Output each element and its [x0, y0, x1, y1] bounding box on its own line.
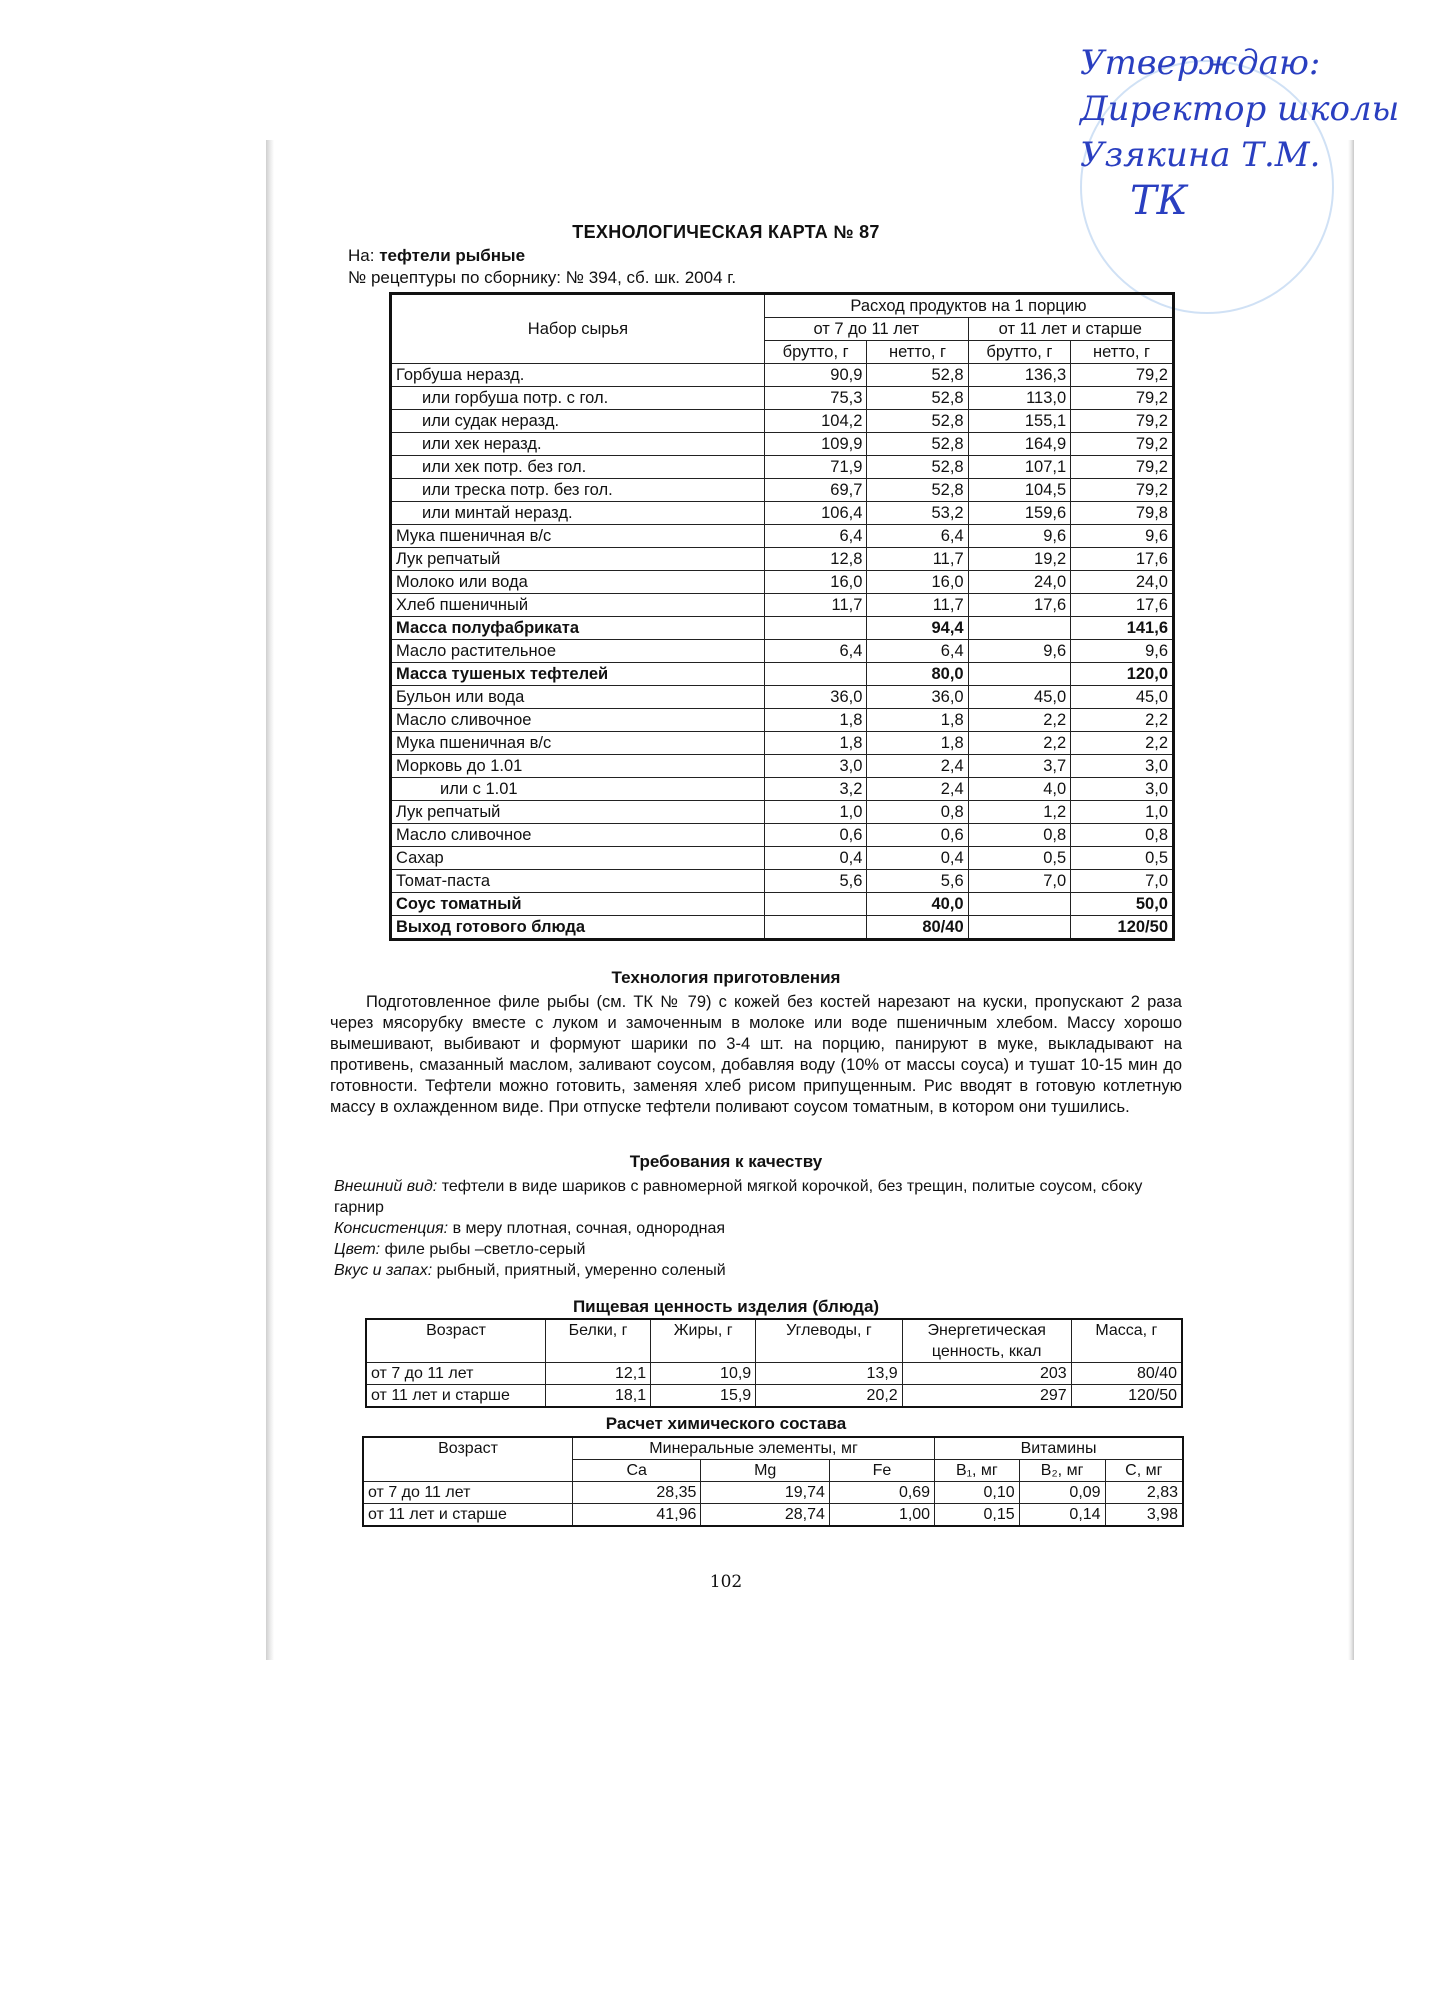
chemical-age: от 7 до 11 лет	[363, 1482, 573, 1504]
ingredient-n1: 53,2	[867, 502, 968, 525]
net-header-1: нетто, г	[867, 341, 968, 364]
ingredient-b1: 11,7	[764, 594, 867, 617]
quality-title: Требования к качеству	[629, 1152, 823, 1171]
ingredient-n2: 50,0	[1071, 893, 1174, 916]
ingredient-b2: 19,2	[968, 548, 1071, 571]
color-label: Цвет:	[334, 1241, 381, 1258]
ingredient-b1	[764, 663, 867, 686]
approval-handwriting	[1080, 40, 1420, 250]
ingredient-b2: 107,1	[968, 456, 1071, 479]
ingredient-row	[391, 571, 1174, 594]
chemical-value: 0,69	[829, 1482, 934, 1504]
ingredient-b2: 136,3	[968, 364, 1071, 387]
ingredient-name: Морковь до 1.01	[391, 755, 765, 778]
taste-label: Вкус и запах:	[334, 1262, 433, 1279]
ingredient-row	[391, 801, 1174, 824]
nutrition-title: Пищевая ценность изделия (блюда)	[572, 1297, 880, 1316]
ingredient-b1	[764, 893, 867, 916]
ingredient-n2: 120/50	[1071, 916, 1174, 940]
chem-vitamins-header: Витамины	[935, 1437, 1183, 1460]
ingredient-n1: 80/40	[867, 916, 968, 940]
nutrition-value: 20,2	[756, 1385, 903, 1408]
ingredient-b1: 6,4	[764, 640, 867, 663]
ingredient-b1	[764, 617, 867, 640]
ingredient-b2: 159,6	[968, 502, 1071, 525]
ingredient-n2: 2,2	[1071, 732, 1174, 755]
ingredient-row	[391, 640, 1174, 663]
ingredient-b1: 3,2	[764, 778, 867, 801]
quality-appearance	[334, 1176, 1184, 1218]
chemical-value: 0,14	[1019, 1504, 1105, 1527]
ingredient-b1: 75,3	[764, 387, 867, 410]
ingredient-n2: 3,0	[1071, 755, 1174, 778]
chem-sub-header: B₁, мг	[935, 1460, 1020, 1482]
ingredient-n2: 79,2	[1071, 433, 1174, 456]
ingredient-name: или треска потр. без гол.	[391, 479, 765, 502]
nut-header: Углеводы, г	[756, 1319, 903, 1363]
recipe-reference: № рецептуры по сборнику: № 394, сб. шк. 2004 г.	[348, 268, 737, 287]
nutrition-row	[366, 1385, 1182, 1408]
chem-sub-header: Fe	[829, 1460, 934, 1482]
ingredient-b2: 24,0	[968, 571, 1071, 594]
ingredient-row	[391, 617, 1174, 640]
ingredient-name: или горбуша потр. с гол.	[391, 387, 765, 410]
ingredients-table	[389, 292, 1175, 941]
col-ingredient-header: Набор сырья	[391, 294, 765, 364]
nutrition-value: 13,9	[756, 1363, 903, 1385]
chemical-value: 0,15	[935, 1504, 1020, 1527]
chemical-value: 0,10	[935, 1482, 1020, 1504]
chemical-value: 3,98	[1105, 1504, 1183, 1527]
ingredient-b2: 7,0	[968, 870, 1071, 893]
ingredient-n2: 0,8	[1071, 824, 1174, 847]
ingredient-row	[391, 686, 1174, 709]
ingredient-name: Масло сливочное	[391, 709, 765, 732]
ingredient-name: Сахар	[391, 847, 765, 870]
approval-line-2: Директор школы	[1080, 89, 1400, 129]
ingredient-n1: 2,4	[867, 755, 968, 778]
ingredient-row	[391, 548, 1174, 571]
ingredient-name: или хек потр. без гол.	[391, 456, 765, 479]
ingredient-n2: 120,0	[1071, 663, 1174, 686]
consistency-text: в меру плотная, сочная, однородная	[452, 1220, 726, 1237]
nutrition-table	[365, 1318, 1183, 1408]
ingredient-n1: 0,8	[867, 801, 968, 824]
color-text: филе рыбы –светло-серый	[384, 1241, 586, 1258]
ingredient-n2: 79,2	[1071, 479, 1174, 502]
ingredient-name: Масло сливочное	[391, 824, 765, 847]
ingredient-row	[391, 870, 1174, 893]
ingredient-b1: 104,2	[764, 410, 867, 433]
quality-color	[334, 1239, 1184, 1260]
nutrition-value: 10,9	[651, 1363, 756, 1385]
ingredient-b1: 5,6	[764, 870, 867, 893]
ingredient-b2: 17,6	[968, 594, 1071, 617]
ingredient-n2: 45,0	[1071, 686, 1174, 709]
ingredient-name: Выход готового блюда	[391, 916, 765, 940]
chemical-value: 19,74	[701, 1482, 829, 1504]
ingredient-name: Мука пшеничная в/с	[391, 732, 765, 755]
ingredient-b1: 1,8	[764, 732, 867, 755]
nutrition-value: 120/50	[1071, 1385, 1182, 1408]
ingredient-name: Соус томатный	[391, 893, 765, 916]
ingredient-n1: 2,4	[867, 778, 968, 801]
ingredient-n2: 79,2	[1071, 364, 1174, 387]
ingredient-row	[391, 755, 1174, 778]
nutrition-value: 80/40	[1071, 1363, 1182, 1385]
nut-header: Белки, г	[546, 1319, 651, 1363]
ingredient-name: Масса полуфабриката	[391, 617, 765, 640]
ingredient-n1: 40,0	[867, 893, 968, 916]
ingredient-b2: 2,2	[968, 732, 1071, 755]
approval-signature: ТК	[1130, 178, 1188, 224]
nutrition-age: от 11 лет и старше	[366, 1385, 546, 1408]
technology-title: Технология приготовления	[611, 968, 841, 987]
chem-sub-header: Ca	[573, 1460, 701, 1482]
quality-consistency	[334, 1218, 1184, 1239]
ingredient-row	[391, 502, 1174, 525]
ingredient-n1: 94,4	[867, 617, 968, 640]
ingredient-b2: 9,6	[968, 640, 1071, 663]
chemical-value: 41,96	[573, 1504, 701, 1527]
ingredient-b2: 4,0	[968, 778, 1071, 801]
ingredient-b2	[968, 893, 1071, 916]
ingredient-n1: 11,7	[867, 594, 968, 617]
ingredient-row	[391, 456, 1174, 479]
ingredient-name: Хлеб пшеничный	[391, 594, 765, 617]
ingredient-b2	[968, 916, 1071, 940]
ingredient-n1: 80,0	[867, 663, 968, 686]
nutrition-value: 15,9	[651, 1385, 756, 1408]
ingredient-name: или судак неразд.	[391, 410, 765, 433]
page-number: 102	[709, 1572, 743, 1592]
quality-taste	[334, 1260, 1184, 1281]
ingredient-n2: 17,6	[1071, 548, 1174, 571]
ingredient-b1: 71,9	[764, 456, 867, 479]
ingredient-n2: 79,2	[1071, 456, 1174, 479]
gross-header-1: брутто, г	[764, 341, 867, 364]
ingredient-b2: 104,5	[968, 479, 1071, 502]
ingredient-b1: 36,0	[764, 686, 867, 709]
chemical-value: 2,83	[1105, 1482, 1183, 1504]
nutrition-value: 297	[902, 1385, 1071, 1408]
chem-minerals-header: Минеральные элементы, мг	[573, 1437, 935, 1460]
ingredient-row	[391, 433, 1174, 456]
ingredient-n1: 0,4	[867, 847, 968, 870]
chemical-value: 1,00	[829, 1504, 934, 1527]
ingredient-n2: 0,5	[1071, 847, 1174, 870]
page-title: ТЕХНОЛОГИЧЕСКАЯ КАРТА № 87	[572, 222, 880, 242]
nut-header: Энергетическая ценность, ккал	[902, 1319, 1071, 1363]
ingredient-b1: 1,0	[764, 801, 867, 824]
ingredient-n1: 16,0	[867, 571, 968, 594]
ingredient-b1	[764, 916, 867, 940]
dish-line	[348, 246, 525, 266]
chemical-value: 28,74	[701, 1504, 829, 1527]
ingredient-n2: 7,0	[1071, 870, 1174, 893]
ingredient-b2	[968, 663, 1071, 686]
appearance-label: Внешний вид:	[334, 1178, 438, 1195]
col-consumption-header: Расход продуктов на 1 порцию	[764, 294, 1173, 318]
ingredient-row	[391, 824, 1174, 847]
chemical-table	[362, 1436, 1184, 1527]
chemical-row	[363, 1482, 1183, 1504]
ingredient-b1: 0,6	[764, 824, 867, 847]
ingredient-row	[391, 410, 1174, 433]
ingredient-b2: 9,6	[968, 525, 1071, 548]
ingredient-b1: 6,4	[764, 525, 867, 548]
ingredient-b1: 69,7	[764, 479, 867, 502]
ingredient-b1: 90,9	[764, 364, 867, 387]
net-header-2: нетто, г	[1071, 341, 1174, 364]
chem-sub-header: C, мг	[1105, 1460, 1183, 1482]
ingredient-name: или с 1.01	[391, 778, 765, 801]
approval-line-3: Узякина Т.М.	[1080, 135, 1321, 175]
ingredient-name: Лук репчатый	[391, 548, 765, 571]
nutrition-value: 18,1	[546, 1385, 651, 1408]
ingredient-n1: 52,8	[867, 456, 968, 479]
ingredient-n1: 1,8	[867, 709, 968, 732]
ingredient-n2: 79,2	[1071, 387, 1174, 410]
ingredient-n1: 52,8	[867, 410, 968, 433]
ingredient-n1: 52,8	[867, 433, 968, 456]
ingredient-n1: 11,7	[867, 548, 968, 571]
ingredient-n2: 3,0	[1071, 778, 1174, 801]
chemical-value: 28,35	[573, 1482, 701, 1504]
nutrition-value: 203	[902, 1363, 1071, 1385]
ingredient-row	[391, 709, 1174, 732]
ingredient-b1: 109,9	[764, 433, 867, 456]
ingredient-row	[391, 525, 1174, 548]
ingredient-n1: 52,8	[867, 387, 968, 410]
ingredient-b2: 155,1	[968, 410, 1071, 433]
technology-paragraph: Подготовленное филе рыбы (см. ТК № 79) с кожей без костей нарезают на куски, пропускают 2 раза через мясорубку вместе с луком и замоченным в молоке или воде пшеничным хлебом. Массу хорошо вымешивают, выбивают и формуют шарики по 3-4 шт. на порцию, панируют в муке, выкладывают на противень, смазанный маслом, заливают соусом, добавляя воду (10% от массы соуса) и тушат 10-15 мин до готовности. Тефтели можно готовить, заменяя хлеб рисом припущенным. Рис вводят в готовую котлетную массу в охлажденном виде. При отпуске тефтели поливают соусом томатным, в котором они тушились.	[330, 993, 1182, 1116]
ingredient-row	[391, 663, 1174, 686]
age-group-1-header: от 7 до 11 лет	[764, 318, 968, 341]
ingredient-row	[391, 594, 1174, 617]
ingredient-b1: 16,0	[764, 571, 867, 594]
ingredient-n1: 5,6	[867, 870, 968, 893]
ingredient-n2: 1,0	[1071, 801, 1174, 824]
ingredient-name: Томат-паста	[391, 870, 765, 893]
ingredient-row	[391, 916, 1174, 940]
chem-age-header: Возраст	[363, 1437, 573, 1482]
nut-header: Жиры, г	[651, 1319, 756, 1363]
ingredient-row	[391, 732, 1174, 755]
ingredient-name: или минтай неразд.	[391, 502, 765, 525]
ingredient-b2: 0,8	[968, 824, 1071, 847]
ingredient-b2: 1,2	[968, 801, 1071, 824]
chem-sub-header: B₂, мг	[1019, 1460, 1105, 1482]
ingredient-b2: 0,5	[968, 847, 1071, 870]
nut-header: Возраст	[366, 1319, 546, 1363]
ingredient-b1: 106,4	[764, 502, 867, 525]
ingredient-n2: 9,6	[1071, 525, 1174, 548]
ingredient-b2	[968, 617, 1071, 640]
ingredient-row	[391, 364, 1174, 387]
ingredient-row	[391, 847, 1174, 870]
nutrition-row	[366, 1363, 1182, 1385]
dish-label: На:	[348, 246, 375, 265]
ingredient-n1: 6,4	[867, 640, 968, 663]
ingredient-n2: 79,2	[1071, 410, 1174, 433]
quality-section	[334, 1176, 1184, 1281]
ingredient-n2: 79,8	[1071, 502, 1174, 525]
ingredient-row	[391, 479, 1174, 502]
nutrition-value: 12,1	[546, 1363, 651, 1385]
ingredient-name: Масса тушеных тефтелей	[391, 663, 765, 686]
ingredient-n2: 9,6	[1071, 640, 1174, 663]
ingredient-row	[391, 387, 1174, 410]
ingredient-b2: 2,2	[968, 709, 1071, 732]
ingredient-n2: 2,2	[1071, 709, 1174, 732]
ingredient-row	[391, 893, 1174, 916]
nutrition-age: от 7 до 11 лет	[366, 1363, 546, 1385]
chemical-row	[363, 1504, 1183, 1527]
technology-text	[330, 992, 1182, 1118]
ingredient-n2: 17,6	[1071, 594, 1174, 617]
ingredient-n1: 0,6	[867, 824, 968, 847]
ingredient-b2: 45,0	[968, 686, 1071, 709]
ingredient-n2: 141,6	[1071, 617, 1174, 640]
ingredient-name: Молоко или вода	[391, 571, 765, 594]
chem-sub-header: Mg	[701, 1460, 829, 1482]
ingredient-name: Горбуша неразд.	[391, 364, 765, 387]
consistency-label: Консистенция:	[334, 1220, 449, 1237]
ingredient-b2: 164,9	[968, 433, 1071, 456]
ingredient-b1: 1,8	[764, 709, 867, 732]
ingredient-name: Мука пшеничная в/с	[391, 525, 765, 548]
ingredient-row	[391, 778, 1174, 801]
ingredient-name: Лук репчатый	[391, 801, 765, 824]
ingredient-n1: 6,4	[867, 525, 968, 548]
ingredient-b2: 113,0	[968, 387, 1071, 410]
ingredient-name: Бульон или вода	[391, 686, 765, 709]
chemical-age: от 11 лет и старше	[363, 1504, 573, 1527]
chemical-value: 0,09	[1019, 1482, 1105, 1504]
gross-header-2: брутто, г	[968, 341, 1071, 364]
dish-name: тефтели рыбные	[379, 246, 526, 265]
taste-text: рыбный, приятный, умеренно соленый	[436, 1262, 726, 1279]
chemical-title: Расчет химического состава	[605, 1414, 847, 1433]
nut-header: Масса, г	[1071, 1319, 1182, 1363]
ingredient-b2: 3,7	[968, 755, 1071, 778]
appearance-text: тефтели в виде шариков с равномерной мягкой корочкой, без трещин, политые соусом, сбоку гарнир	[334, 1178, 1143, 1216]
ingredient-name: или хек неразд.	[391, 433, 765, 456]
approval-line-1: Утверждаю:	[1080, 43, 1321, 83]
ingredient-b1: 3,0	[764, 755, 867, 778]
ingredient-n1: 1,8	[867, 732, 968, 755]
ingredient-n1: 52,8	[867, 364, 968, 387]
age-group-2-header: от 11 лет и старше	[968, 318, 1173, 341]
ingredient-name: Масло растительное	[391, 640, 765, 663]
ingredient-b1: 0,4	[764, 847, 867, 870]
ingredient-n1: 36,0	[867, 686, 968, 709]
ingredient-b1: 12,8	[764, 548, 867, 571]
ingredient-n2: 24,0	[1071, 571, 1174, 594]
ingredient-n1: 52,8	[867, 479, 968, 502]
